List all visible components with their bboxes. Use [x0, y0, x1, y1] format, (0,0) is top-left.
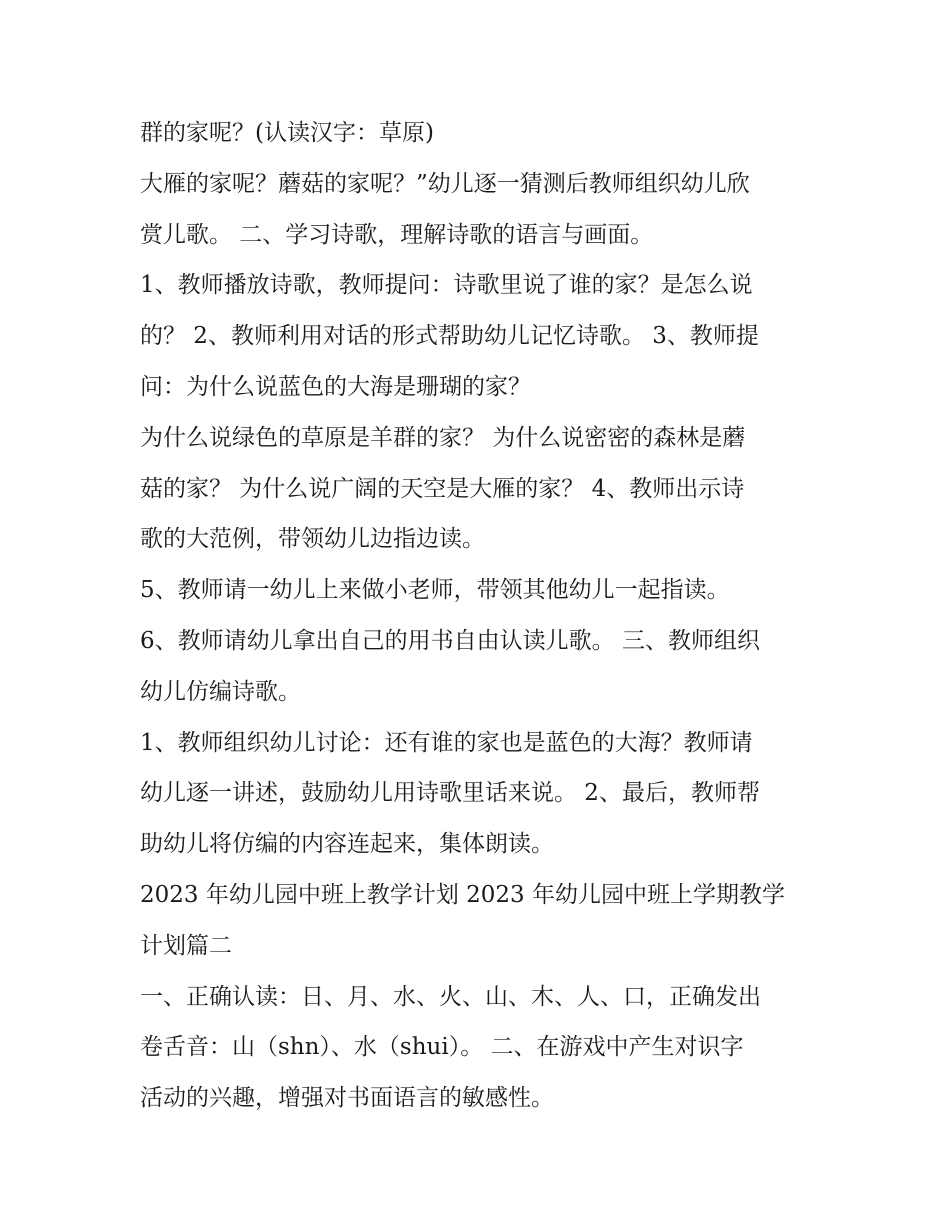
text-line: 幼儿逐一讲述，鼓励幼儿用诗歌里话来说。 2、最后，教师帮 [140, 780, 760, 807]
text-line: 活动的兴趣，增强对书面语言的敏感性。 [140, 1085, 554, 1112]
text-line: 助幼儿将仿编的内容连起来，集体朗读。 [140, 831, 554, 858]
text-line: 菇的家？ 为什么说广阔的天空是大雁的家？ 4、教师出示诗 [140, 475, 745, 502]
text-line: 一、正确认读：日、月、水、火、山、木、人、口，正确发出 [140, 983, 761, 1010]
text-line: 赏儿歌。 二、学习诗歌，理解诗歌的语言与画面。 [140, 221, 654, 248]
text-line: 1、教师播放诗歌，教师提问：诗歌里说了谁的家？是怎么说 [140, 272, 753, 299]
text-line: 歌的大范例，带领幼儿边指边读。 [140, 526, 485, 553]
text-line: 问：为什么说蓝色的大海是珊瑚的家？ [140, 373, 531, 400]
text-line: 卷舌音：山（shn）、水（shui）。 二、在游戏中产生对识字 [140, 1034, 744, 1061]
text-line: 计划篇二 [140, 932, 232, 959]
text-line: 大雁的家呢？蘑菇的家呢？”幼儿逐一猜测后教师组织幼儿欣 [140, 170, 750, 197]
text-line: 群的家呢？(认读汉字：草原) [140, 120, 434, 146]
text-line: 2023 年幼儿园中班上教学计划 2023 年幼儿园中班上学期教学 [140, 881, 785, 908]
text-line: 幼儿仿编诗歌。 [140, 678, 301, 705]
text-line: 1、教师组织幼儿讨论：还有谁的家也是蓝色的大海？教师请 [140, 729, 753, 756]
text-line: 6、教师请幼儿拿出自己的用书自由认读儿歌。 三、教师组织 [140, 627, 760, 654]
text-line: 的？ 2、教师利用对话的形式帮助幼儿记忆诗歌。 3、教师提 [140, 323, 759, 350]
document-body [140, 108, 820, 1124]
text-line: 为什么说绿色的草原是羊群的家？ 为什么说密密的森林是蘑 [140, 424, 746, 451]
text-line: 5、教师请一幼儿上来做小老师，带领其他幼儿一起指读。 [140, 577, 730, 604]
